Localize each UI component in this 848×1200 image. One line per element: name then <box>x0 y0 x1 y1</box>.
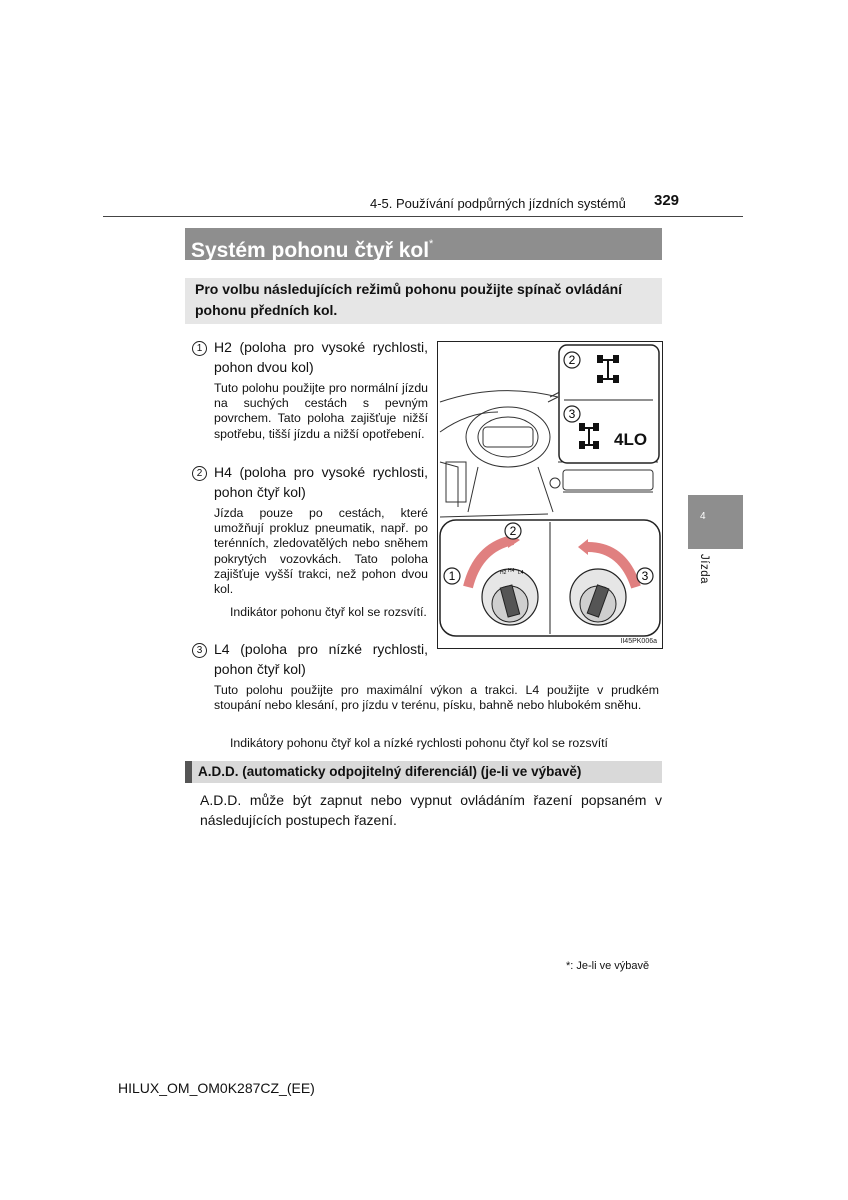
knob-label-h2: H2 <box>500 570 507 576</box>
knob-label-l4: L4 <box>518 570 524 576</box>
item-2-number: 2 <box>192 466 207 481</box>
chapter-number: 4 <box>700 511 706 522</box>
header-divider <box>103 216 743 217</box>
section-header: 4-5. Používání podpůrných jízdních systémů <box>370 196 626 211</box>
item-3-heading: L4 (poloha pro nízké rychlosti, pohon čtyř kol) <box>214 641 428 677</box>
dashboard-illustration <box>438 342 662 648</box>
callout-3-lower: 3 <box>641 569 649 583</box>
footer-document-code: HILUX_OM_OM0K287CZ_(EE) <box>118 1080 315 1096</box>
callout-2-lower: 2 <box>509 524 517 538</box>
add-section-heading: A.D.D. (automaticky odpojitelný diferenciál) (je-li ve výbavě) <box>185 761 662 783</box>
chapter-tab <box>688 495 743 549</box>
figure-code: II45PK006a <box>620 638 657 645</box>
item-1-heading: H2 (poloha pro vysoké rychlosti, pohon dvou kol) <box>214 339 428 375</box>
item-3-body: Tuto polohu použijte pro maximální výkon a trakci. L4 použijte v prudkém stoupání nebo klesání, pro jízdu v terénu, písku, bahně nebo hlubokém sněhu. <box>214 683 659 713</box>
chapter-label: Jízda <box>698 554 710 584</box>
callout-3-upper: 3 <box>568 407 576 421</box>
indicator-4lo-text: 4LO <box>614 430 648 449</box>
page-title <box>185 228 662 260</box>
item-3-note: Indikátory pohonu čtyř kol a nízké rychlosti pohonu čtyř kol se rozsvítí <box>230 736 608 750</box>
item-1-number: 1 <box>192 341 207 356</box>
page-number: 329 <box>654 192 680 209</box>
item-2-heading: H4 (poloha pro vysoké rychlosti, pohon čtyř kol) <box>214 464 428 500</box>
footnote: *: Je-li ve výbavě <box>566 960 650 972</box>
item-2-note: Indikátor pohonu čtyř kol se rozsvítí. <box>230 605 427 619</box>
callout-2-upper: 2 <box>568 353 576 367</box>
callout-1-lower: 1 <box>448 569 456 583</box>
four-wheel-drive-figure <box>437 341 663 649</box>
add-section-body: A.D.D. může být zapnut nebo vypnut ovládáním řazení popsaném v následujících postupech řazení. <box>200 792 662 828</box>
item-2-body: Jízda pouze po cestách, které umožňují prokluz pneumatik, např. po terénních, zledovatělých nebo sněhem pokrytých vozovkách. Tato poloha zajišťuje vyšší trakci, než pohon dvou kol. <box>214 506 428 597</box>
page-title-text: Systém pohonu čtyř kol <box>191 239 430 262</box>
item-3-number: 3 <box>192 643 207 658</box>
knob-label-h4: H4 <box>508 568 515 574</box>
item-1-body: Tuto polohu použijte pro normální jízdu na suchých cestách s pevným povrchem. Tato poloha zajišťuje nižší spotřebu, tišší jízdu a nižší opotřebení. <box>214 381 428 441</box>
intro-box: Pro volbu následujících režimů pohonu použijte spínač ovládání pohonu předních kol. <box>185 278 662 324</box>
title-footnote-mark: * <box>429 238 434 250</box>
